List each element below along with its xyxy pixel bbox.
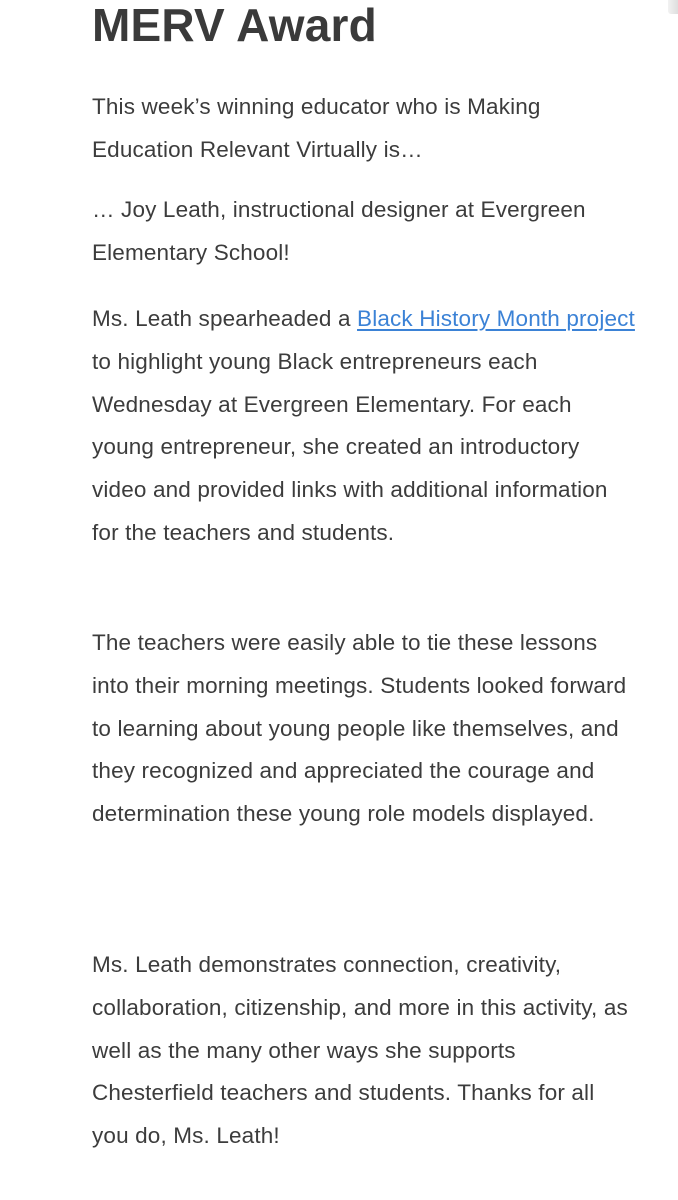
- article: [92, 0, 637, 1149]
- project-text-after-link: to highlight young Black entrepreneurs each Wednesday at Evergreen Elementary. For each young entrepreneur, she created an introductory video and provided links with additional information for the teachers and students.: [92, 348, 608, 545]
- project-paragraph: [92, 298, 637, 555]
- intro-paragraph: This week’s winning educator who is Making Education Relevant Virtually is…: [92, 94, 541, 162]
- project-text-before-link: Ms. Leath spearheaded a: [92, 306, 358, 331]
- closing-paragraph: Ms. Leath demonstrates connection, creativity, collaboration, citizenship, and more in this activity, as well as the many other ways she supports Chesterfield teachers and students. Thanks for all you do, Ms. Leath!: [92, 952, 628, 1149]
- scrollbar-thumb[interactable]: [668, 0, 678, 14]
- impact-paragraph: The teachers were easily able to tie these lessons into their morning meetings. Students looked forward to learning about young people like themselves, and they recognized and appreciated the courage and determination these young role models displayed.: [92, 630, 627, 827]
- winner-paragraph: … Joy Leath, instructional designer at Evergreen Elementary School!: [92, 197, 586, 265]
- black-history-month-project-link[interactable]: Black History Month project: [357, 306, 635, 331]
- article-title: MERV Award: [92, 0, 377, 51]
